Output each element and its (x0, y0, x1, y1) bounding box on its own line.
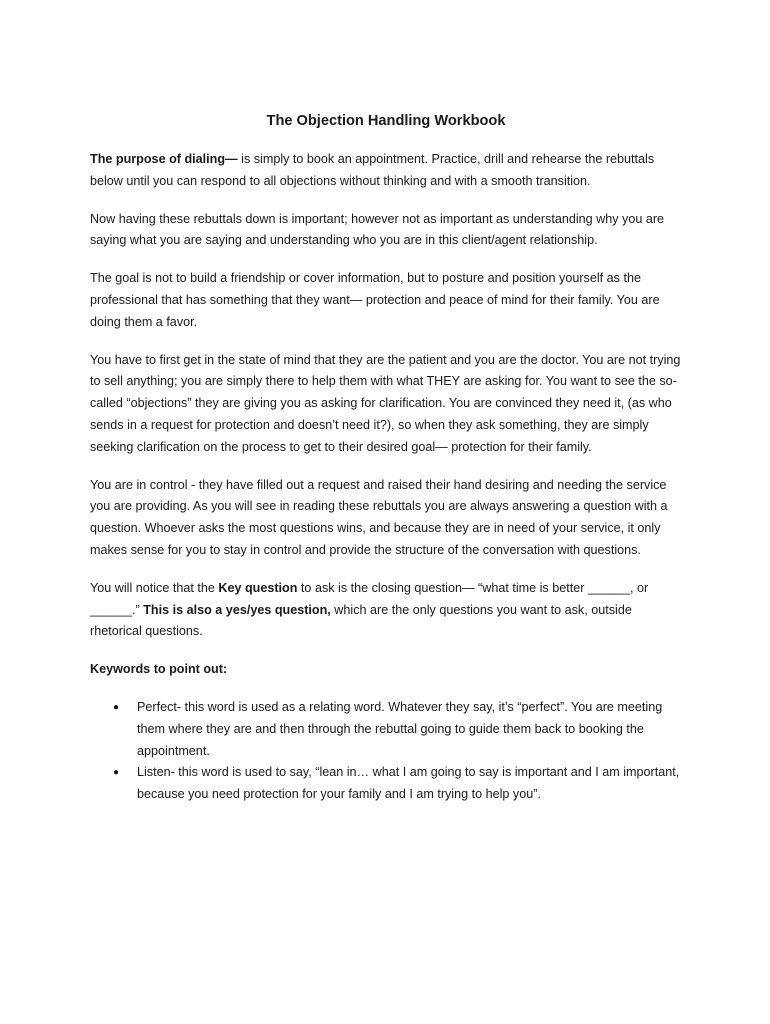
paragraph-in-control: You are in control - they have filled out a request and raised their hand desiring and needing the service you are providing. As you will see in reading these rebuttals you are always answering a question with a question. Whoever asks the most questions wins, and because they are in need of your service, it only makes sense for you to stay in control and provide the structure of the conversation with questions. (90, 477, 668, 557)
key-question-text-3: which are the only questions you want to ask, outside rhetorical questions. (90, 602, 632, 639)
keywords-list (90, 697, 682, 806)
keyword-item-perfect (113, 697, 682, 762)
purpose-text: is simply to book an appointment. Practice, drill and rehearse the rebuttals below until you can respond to all objections without thinking and with a smooth transition. (90, 152, 655, 188)
key-question-bold: Key question (218, 580, 298, 595)
paragraph-purpose-of-dialing (90, 149, 682, 193)
paragraph-rebuttals-importance: Now having these rebuttals down is important; however not as important as understanding why you are saying what you are saying and understanding who you are in this client/agent relationship. (90, 211, 665, 248)
keyword-text: Perfect- this word is used as a relating word. Whatever they say, it’s “perfect”. You are meeting them where they are and then through the rebuttal going to guide them back to booking the appointment. (137, 699, 663, 758)
document-title: The Objection Handling Workbook (266, 113, 506, 129)
paragraph-state-of-mind: You have to first get in the state of mind that they are the patient and you are the doctor. You are not trying to sell anything; you are simply there to help them with what THEY are asking for. You want to see the so-called “objections” they are giving you as asking for clarification. You are convinced they need it, (as who sends in a request for protection and doesn’t need it?), so when they ask something, they are simply seeking clarification on the process to get to their desired goal— protection for their family. (90, 352, 681, 454)
key-question-text-2: to ask is the closing question— “what time is better ______, or ______.” (90, 580, 649, 617)
purpose-lead-bold: The purpose of dialing— (90, 152, 238, 166)
keyword-text: Listen- this word is used to say, “lean in… what I am going to say is important and I am important, because you need protection for your family and I am trying to help you”. (137, 765, 680, 802)
key-question-text-1: You will notice that the (90, 580, 219, 595)
bullet-icon: ● (113, 767, 120, 779)
keywords-heading: Keywords to point out: (90, 662, 228, 677)
yes-yes-question-bold: This is also a yes/yes question, (143, 602, 331, 617)
paragraph-key-question (90, 578, 682, 643)
document-content (90, 110, 682, 806)
bullet-icon: ● (113, 701, 120, 713)
paragraph-goal: The goal is not to build a friendship or cover information, but to posture and position yourself as the professional that has something that they want— protection and peace of mind for their family. You are doing them a favor. (90, 271, 660, 329)
keyword-item-listen (113, 762, 682, 806)
